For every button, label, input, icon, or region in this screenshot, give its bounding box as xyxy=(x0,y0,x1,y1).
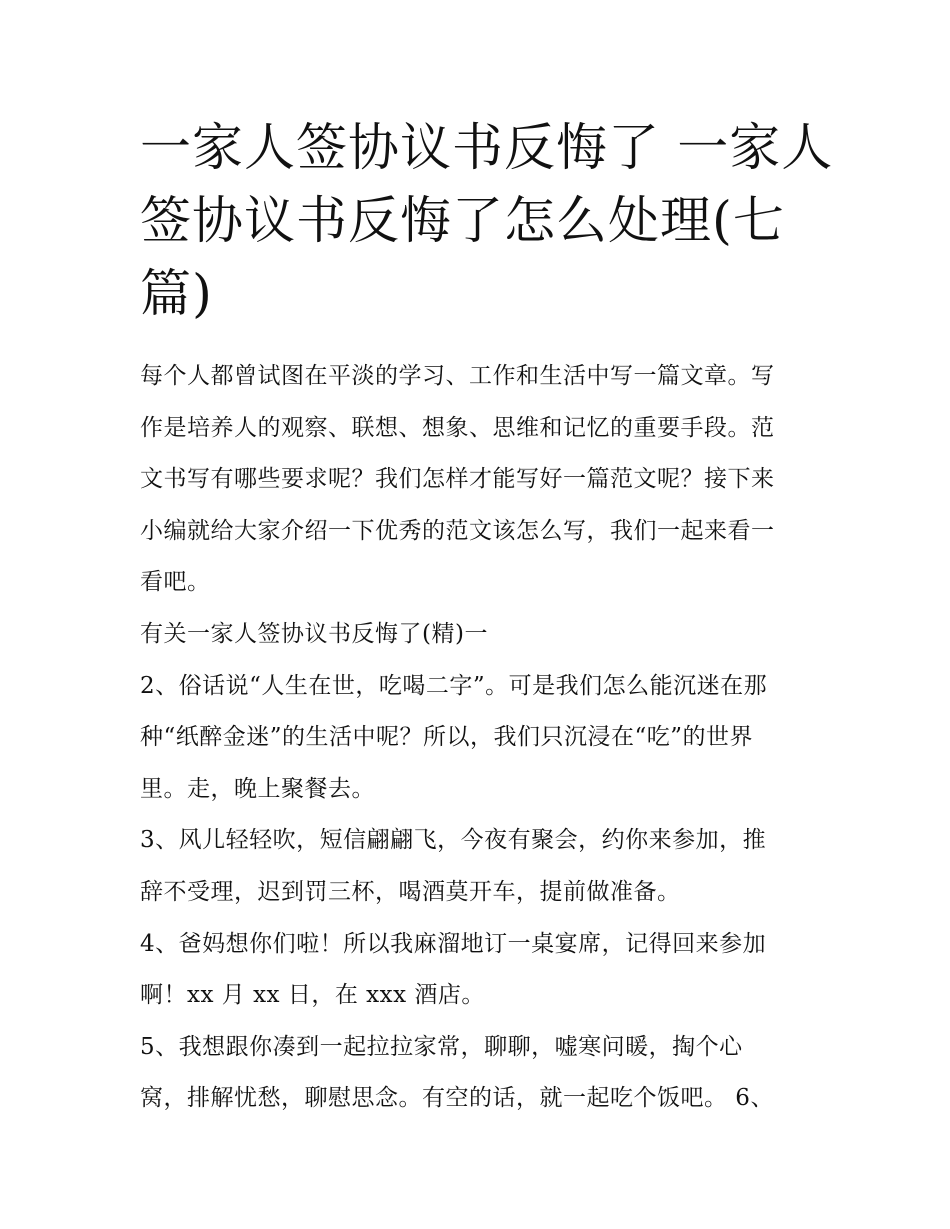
item-line: 里。走，晚上聚餐去。 xyxy=(140,775,375,802)
item-line: 2、俗话说“人生在世，吃喝二字”。可是我们怎么能沉迷在那 xyxy=(140,672,768,699)
title-line: 篇) xyxy=(140,265,213,324)
item-line: 啊！xx 月 xx 日，在 xxx 酒店。 xyxy=(140,982,485,1009)
item-line: 窝，排解忧愁，聊慰思念。有空的话，就一起吃个饭吧。 6、 xyxy=(140,1085,774,1112)
item-line: 种“纸醉金迷”的生活中呢？所以，我们只沉浸在“吃”的世界 xyxy=(140,724,754,751)
item-line: 5、我想跟你凑到一起拉拉家常，聊聊，嘘寒问暖，掏个心 xyxy=(140,1033,743,1060)
item-line: 辞不受理，迟到罚三杯，喝酒莫开车，提前做准备。 xyxy=(140,878,681,905)
intro-line: 每个人都曾试图在平淡的学习、工作和生活中写一篇文章。写 xyxy=(140,363,775,389)
title-line: 一家人签协议书反悔了 一家人 xyxy=(140,119,834,178)
document-page xyxy=(140,112,834,1125)
document-body xyxy=(140,351,820,1125)
section-heading: 有关一家人签协议书反悔了(精)一 xyxy=(140,620,488,647)
intro-line: 看吧。 xyxy=(140,569,211,596)
intro-line: 小编就给大家介绍一下优秀的范文该怎么写，我们一起来看一 xyxy=(140,517,775,544)
intro-line: 文书写有哪些要求呢？我们怎样才能写好一篇范文呢？接下来 xyxy=(140,466,775,493)
document-title xyxy=(140,112,834,331)
title-line: 签协议书反悔了怎么处理(七 xyxy=(140,192,785,251)
item-line: 3、风儿轻轻吹，短信翩翩飞，今夜有聚会，约你来参加，推 xyxy=(140,827,767,854)
intro-line: 作是培养人的观察、联想、想象、思维和记忆的重要手段。范 xyxy=(140,414,775,441)
item-line: 4、爸妈想你们啦！所以我麻溜地订一桌宴席，记得回来参加 xyxy=(140,930,767,957)
